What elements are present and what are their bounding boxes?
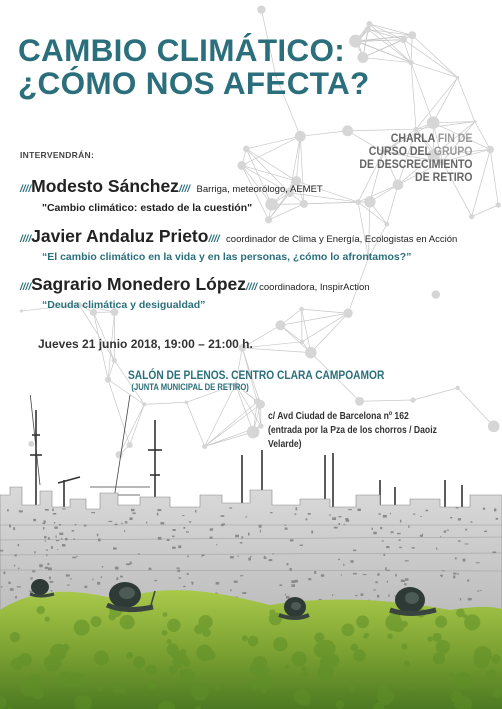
speaker-2-talk: “El cambio climático en la vida y en las personas, ¿cómo lo afrontamos?” xyxy=(42,251,412,263)
venue-name: SALÓN DE PLENOS. CENTRO CLARA CAMPOAMOR xyxy=(128,368,385,382)
slashes-decoration: //// xyxy=(20,184,32,195)
slashes-decoration: //// xyxy=(20,282,32,293)
charla-grupo: GRUPO xyxy=(433,144,472,158)
speaker-2-role: coordinador de Clima y Energía, Ecologistas en Acción xyxy=(226,234,458,245)
speaker-1-name: Modesto Sánchez xyxy=(31,176,179,196)
poster-title xyxy=(18,34,370,100)
charla-curso-del: CURSO DEL xyxy=(368,144,431,158)
charla-retiro: DE RETIRO xyxy=(414,170,472,184)
charla-word: CHARLA xyxy=(390,131,435,145)
venue-sub: (JUNTA MUNICIPAL DE RETIRO) xyxy=(131,382,249,392)
speaker-1-talk: "Cambio climático: estado de la cuestión" xyxy=(42,202,253,214)
speaker-2-name: Javier Andaluz Prieto xyxy=(31,226,209,246)
speaker-3-role: coordinadora, InspirAction xyxy=(259,282,370,293)
slashes-decoration: //// xyxy=(20,234,32,245)
slashes-decoration: //// xyxy=(246,282,258,293)
address-line-1: c/ Avd Ciudad de Barcelona nº 162 xyxy=(268,410,409,422)
venue xyxy=(128,368,384,392)
title-line-1: CAMBIO CLIMÁTICO: xyxy=(18,32,346,68)
speaker-3 xyxy=(20,274,370,295)
title-line-2: ¿CÓMO NOS AFECTA? xyxy=(18,65,370,101)
speaker-3-talk: “Deuda climática y desigualdad” xyxy=(42,299,206,311)
speaker-1-role: Barriga, meteorólogo, AEMET xyxy=(196,184,323,195)
event-date: Jueves 21 junio 2018, 19:00 – 21:00 h. xyxy=(38,337,253,351)
speaker-2 xyxy=(20,226,457,247)
speakers-heading: INTERVENDRÁN: xyxy=(20,150,95,160)
address-line-2: (entrada por la Pza de los chorros / Daoiz Velarde) xyxy=(268,424,437,450)
charla-descrecimiento: DE DESCRECIMIENTO xyxy=(358,157,472,171)
slashes-decoration: //// xyxy=(178,184,191,195)
speaker-1 xyxy=(20,176,323,197)
speaker-3-name: Sagrario Monedero López xyxy=(31,274,247,294)
slashes-decoration: //// xyxy=(208,234,220,245)
charla-label xyxy=(359,132,472,184)
charla-fin-de: FIN DE xyxy=(437,131,472,145)
city-illustration xyxy=(0,395,502,709)
